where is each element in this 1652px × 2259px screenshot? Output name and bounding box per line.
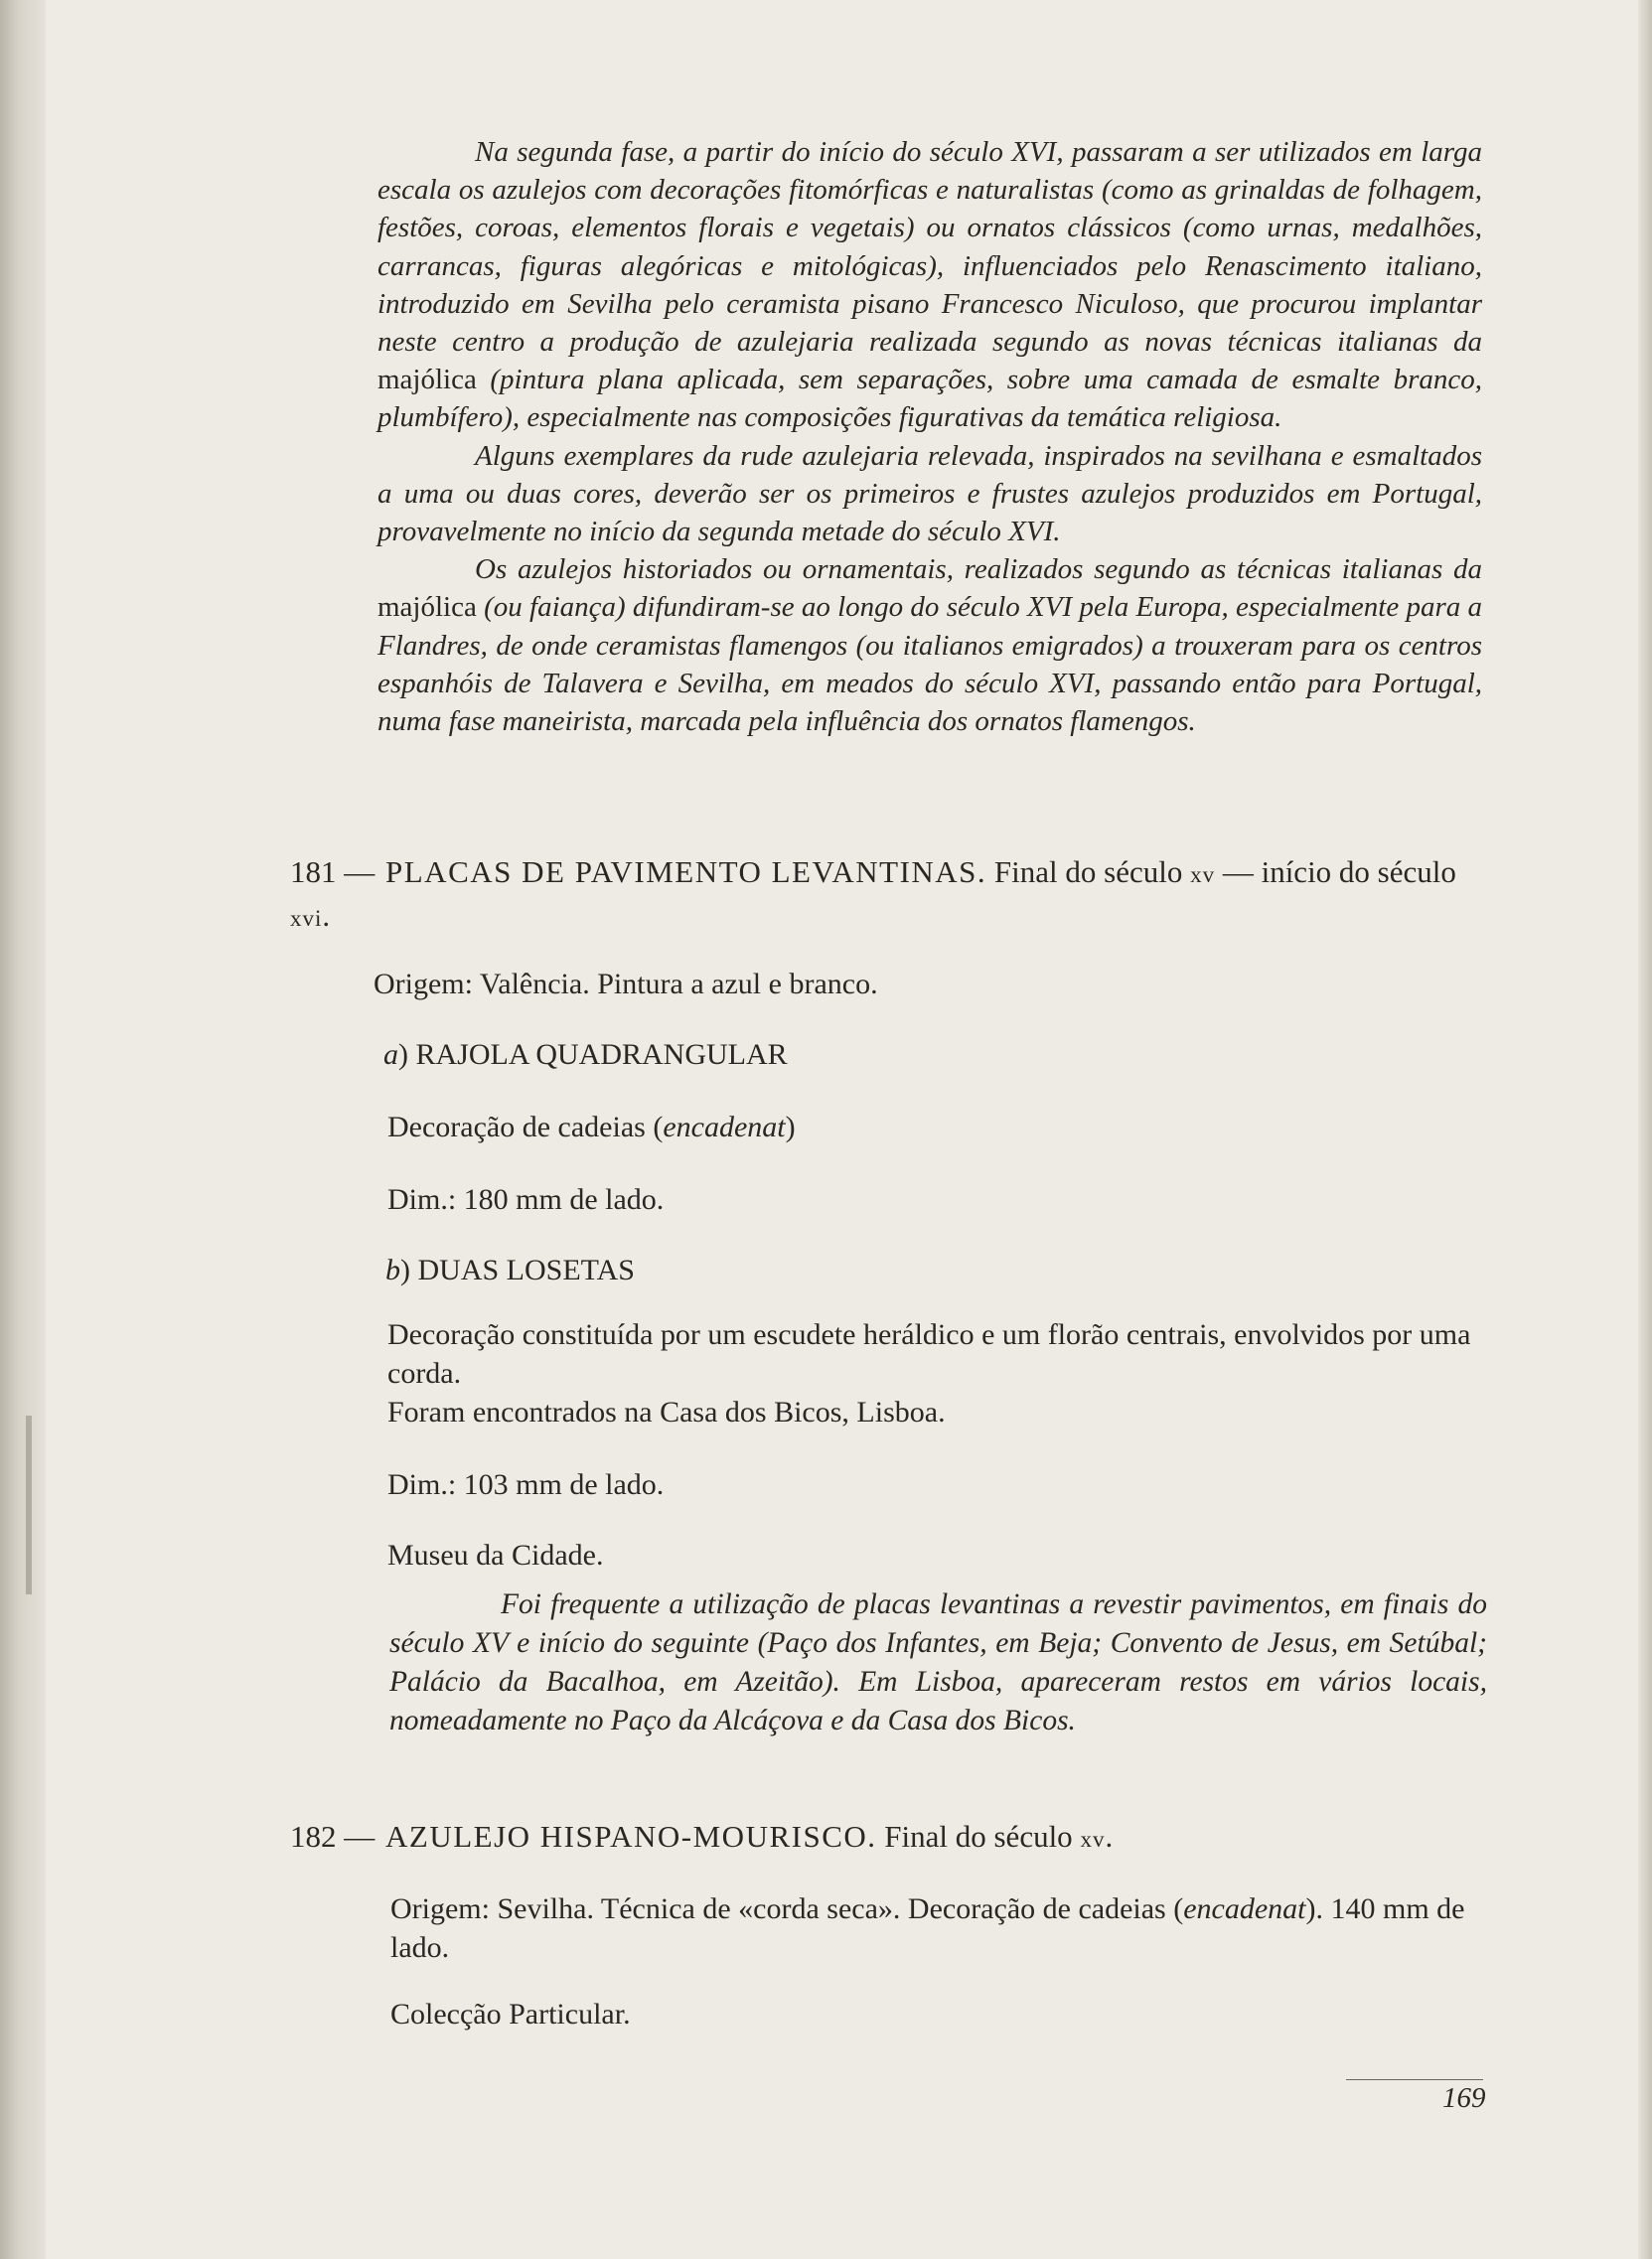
entry-title: AZULEJO HISPANO-MOURISCO. bbox=[385, 1819, 877, 1854]
entry-181-heading: 181 — PLACAS DE PAVIMENTO LEVANTINAS. Final do século xv — início do século xvi. bbox=[290, 851, 1477, 939]
entry-number: 182 — bbox=[290, 1819, 375, 1854]
footer-rule bbox=[1346, 2079, 1483, 2080]
intro-paragraph-1: Na segunda fase, a partir do início do século XVI, passaram a ser utilizados em larga escala os azulejos com decorações fitomórficas e naturalistas (como as grinaldas de folhagem, festões, coroas, elementos florais e vegetais) ou ornatos clássicos (como urnas, medalhões, carrancas, figuras alegóricas e mitológicas), influenciados pelo Renascimento italiano, introduzido em Sevilha pelo ceramista pisano Francesco Niculoso, que procurou implantar neste centro a produção de azulejaria realizada segundo as novas técnicas italianas da majólica (pintura plana aplicada, sem separações, sobre uma camada de esmalte branco, plumbífero), especialmente nas composições figurativas da temática religiosa. bbox=[377, 136, 1482, 434]
entry-181-note: Foi frequente a utilização de placas levantinas a revestir pavimentos, em finais do século XV e início do seguinte (Paço dos Infantes, em Beja; Convento de Jesus, em Setúbal; Palácio da Bacalhoa, em Azeitão). Em Lisboa, apareceram restos em vários locais, nomeadamente no Paço da Alcáçova e da Casa dos Bicos. bbox=[389, 1588, 1487, 1736]
page-gutter-shadow bbox=[0, 0, 46, 2259]
entry-181-origin: Origem: Valência. Pintura a azul e branco. bbox=[374, 968, 878, 1000]
entry-182-heading: 182 — AZULEJO HISPANO-MOURISCO. Final do século xv. bbox=[290, 1816, 1477, 1860]
item-b-location: Foram encontrados na Casa dos Bicos, Lisboa. bbox=[387, 1396, 946, 1429]
entry-181-museum: Museu da Cidade. bbox=[387, 1539, 604, 1572]
entry-title: PLACAS DE PAVIMENTO LEVANTINAS. bbox=[385, 854, 987, 889]
intro-paragraph-3: Os azulejos historiados ou ornamentais, realizados segundo as técnicas italianas da majólica (ou faiança) difundiram-se ao longo do século XVI pela Europa, especialmente para a Flandres, de onde ceramistas flamengos (ou italianos emigrados) a trouxeram para os centros espanhóis de Talavera e Sevilha, em meados do século XVI, passando então para Portugal, numa fase maneirista, marcada pela influência dos ornatos flamengos. bbox=[377, 553, 1483, 738]
item-a-decoration: Decoração de cadeias (encadenat) bbox=[387, 1111, 796, 1143]
item-b-decoration: Decoração constituída por um escudete heráldico e um florão centrais, envolvidos por uma corda. bbox=[387, 1318, 1471, 1390]
entry-182-origin: Origem: Sevilha. Técnica de «corda seca». Decoração de cadeias (encadenat). 140 mm de lado. bbox=[390, 1892, 1465, 1964]
intro-paragraph-2: Alguns exemplares da rude azulejaria relevada, inspirados na sevilhana e esmaltados a uma ou duas cores, deverão ser os primeiros e frustes azulejos produzidos em Portugal, provavelmente no início da segunda metade do século XVI. bbox=[377, 439, 1482, 548]
entry-182-collection: Colecção Particular. bbox=[390, 1998, 631, 2031]
item-a-heading: a) RAJOLA QUADRANGULAR bbox=[383, 1038, 788, 1071]
intro-text bbox=[377, 133, 1482, 740]
item-b-dimensions: Dim.: 103 mm de lado. bbox=[387, 1468, 665, 1501]
entry-number: 181 — bbox=[290, 854, 375, 889]
page-edge bbox=[1638, 0, 1652, 2259]
page-number: 169 bbox=[1442, 2082, 1486, 2114]
item-a-dimensions: Dim.: 180 mm de lado. bbox=[387, 1183, 665, 1216]
binding-mark bbox=[26, 1416, 32, 1594]
item-b-heading: b) DUAS LOSETAS bbox=[385, 1254, 635, 1286]
